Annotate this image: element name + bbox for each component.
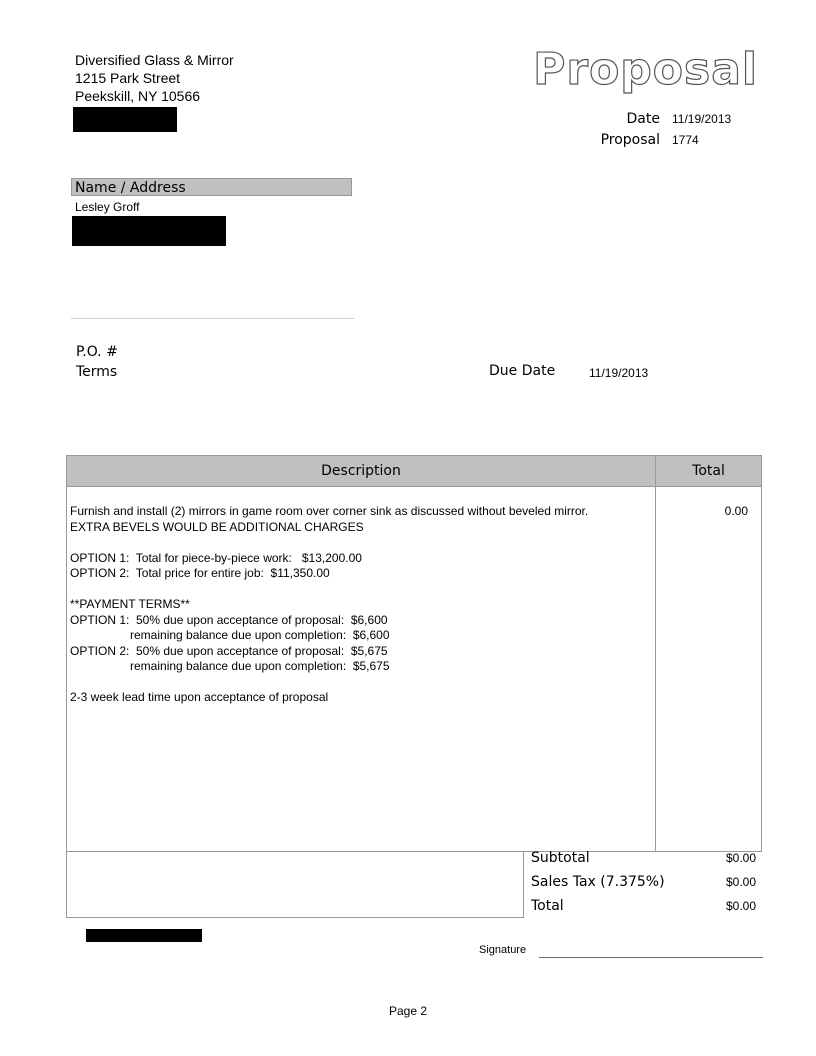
name-address-header: Name / Address bbox=[71, 178, 352, 196]
due-date-label: Due Date bbox=[489, 363, 556, 379]
redacted-phone bbox=[73, 107, 177, 132]
line-items-table bbox=[66, 455, 762, 852]
table-header-row bbox=[67, 456, 761, 487]
total-header: Total bbox=[692, 463, 725, 479]
subtotal-label: Subtotal bbox=[531, 850, 590, 866]
proposal-number-value: 1774 bbox=[672, 133, 699, 147]
item-description: Furnish and install (2) mirrors in game room over corner sink as discussed without beveled mirror. EXTRA BEVELS WOULD BE ADDITIONAL CHARGES OPTION 1: Total for piece-by-piece work: $13,200.00 OPTION 2: Total price for entire job: $11,350.00 **PAYMENT TERMS** OPTION 1: 50% due upon acceptance of proposal: $6,600 remaining balance due upon completion: $6,600 OPTION 2: 50% due upon acceptance of proposal: $5,675 remaining balance due upon completion: $5,675 2-3 week lead time upon acceptance of proposal bbox=[70, 504, 589, 704]
signature-line[interactable] bbox=[539, 957, 763, 958]
company-street: 1215 Park Street bbox=[75, 70, 181, 86]
company-name: Diversified Glass & Mirror bbox=[75, 52, 234, 68]
item-total: 0.00 bbox=[724, 504, 748, 518]
total-value: $0.00 bbox=[725, 899, 756, 913]
sales-tax-value: $0.00 bbox=[725, 875, 756, 889]
terms-label: Terms bbox=[76, 364, 118, 380]
notes-box bbox=[66, 852, 524, 918]
page-number: Page 2 bbox=[388, 1004, 428, 1018]
date-value: 11/19/2013 bbox=[672, 112, 732, 126]
document-title: Proposal bbox=[533, 44, 758, 95]
customer-name: Lesley Groff bbox=[75, 200, 140, 214]
company-city: Peekskill, NY 10566 bbox=[75, 88, 201, 104]
subtotal-value: $0.00 bbox=[725, 851, 756, 865]
column-divider bbox=[655, 456, 656, 851]
redacted-address bbox=[72, 216, 226, 246]
total-label: Total bbox=[531, 898, 564, 914]
proposal-number-label: Proposal bbox=[600, 132, 660, 148]
po-label: P.O. # bbox=[76, 344, 118, 360]
sales-tax-label: Sales Tax (7.375%) bbox=[531, 874, 665, 890]
date-label: Date bbox=[626, 111, 660, 127]
redacted-footer bbox=[86, 929, 202, 942]
description-header: Description bbox=[321, 463, 401, 479]
signature-label: Signature bbox=[479, 944, 527, 956]
due-date-value: 11/19/2013 bbox=[589, 366, 649, 380]
address-divider bbox=[71, 318, 354, 319]
